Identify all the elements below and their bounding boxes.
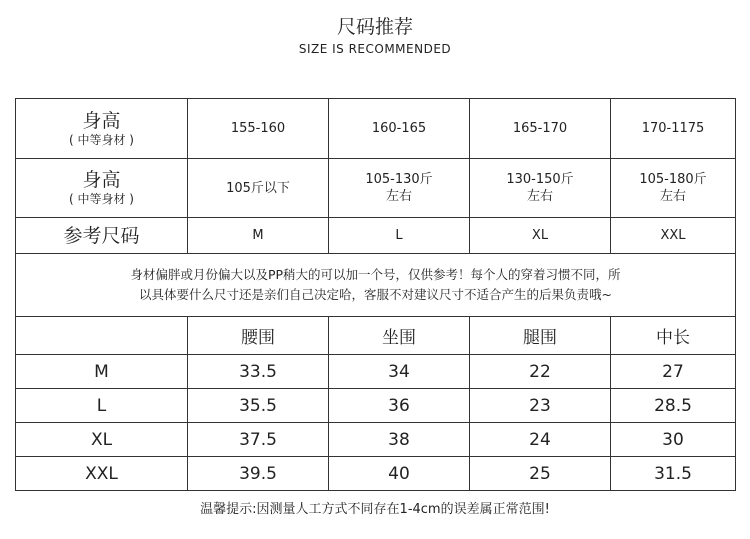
table-row [16,159,736,218]
measure-cell: 37.5 [188,423,329,457]
size-note-line: 身材偏胖或月份偏大以及PP稍大的可以加一个号，仅供参考！每个人的穿着习惯不同，所 [130,267,621,282]
weight-cell: 130-150斤 左右 [470,159,611,218]
size-cell: XXL [611,218,736,254]
table-header-row [16,317,736,355]
measure-cell: 38 [329,423,470,457]
size-recommendation-table [15,98,736,317]
page-subtitle: SIZE IS RECOMMENDED [298,42,452,56]
row-header-label: 身高 [82,169,121,191]
table-row [16,423,736,457]
measure-cell: 35.5 [188,389,329,423]
measure-cell: 40 [329,457,470,491]
measure-cell: 30 [611,423,736,457]
size-cell: L [329,218,470,254]
row-header-label: 身高 [82,109,121,132]
table-row [16,389,736,423]
measure-cell: 33.5 [188,355,329,389]
size-note [16,254,736,317]
height-cell: 165-170 [470,99,611,159]
footer-note: 温馨提示:因测量人工方式不同存在1-4cm的误差属正常范围! [200,502,550,517]
size-label: L [16,389,188,423]
row-header-label: 参考尺码 [16,218,188,254]
measure-cell: 34 [329,355,470,389]
note-row [16,254,736,317]
measure-cell: 25 [470,457,611,491]
height-cell: 160-165 [329,99,470,159]
table-row [16,99,736,159]
column-header: 腿围 [470,317,611,355]
size-cell: M [188,218,329,254]
size-note-line: 以具体要什么尺寸还是亲们自己决定哈，客服不对建议尺寸不适合产生的后果负责哦~ [139,287,612,302]
size-label: XXL [16,457,188,491]
page-title: 尺码推荐 [336,16,413,38]
column-header: 腰围 [188,317,329,355]
row-header-cell [16,99,188,159]
measure-cell: 22 [470,355,611,389]
measure-cell: 31.5 [611,457,736,491]
row-header-sublabel: ( 中等身材 ) [69,192,134,206]
weight-cell: 105-130斤 左右 [329,159,470,218]
weight-cell: 105斤以下 [188,159,329,218]
measure-cell: 24 [470,423,611,457]
size-label: M [16,355,188,389]
measure-cell: 27 [611,355,736,389]
table-row [16,355,736,389]
corner-cell [16,317,188,355]
measure-cell: 23 [470,389,611,423]
row-header-cell [16,159,188,218]
column-header: 中长 [611,317,736,355]
table-row [16,218,736,254]
row-header-sublabel: ( 中等身材 ) [69,132,134,147]
weight-cell: 105-180斤 左右 [611,159,736,218]
measure-cell: 36 [329,389,470,423]
table-row [16,457,736,491]
height-cell: 170-1175 [611,99,736,159]
measurement-table [15,316,736,491]
size-label: XL [16,423,188,457]
measure-cell: 39.5 [188,457,329,491]
height-cell: 155-160 [188,99,329,159]
column-header: 坐围 [329,317,470,355]
measure-cell: 28.5 [611,389,736,423]
size-cell: XL [470,218,611,254]
